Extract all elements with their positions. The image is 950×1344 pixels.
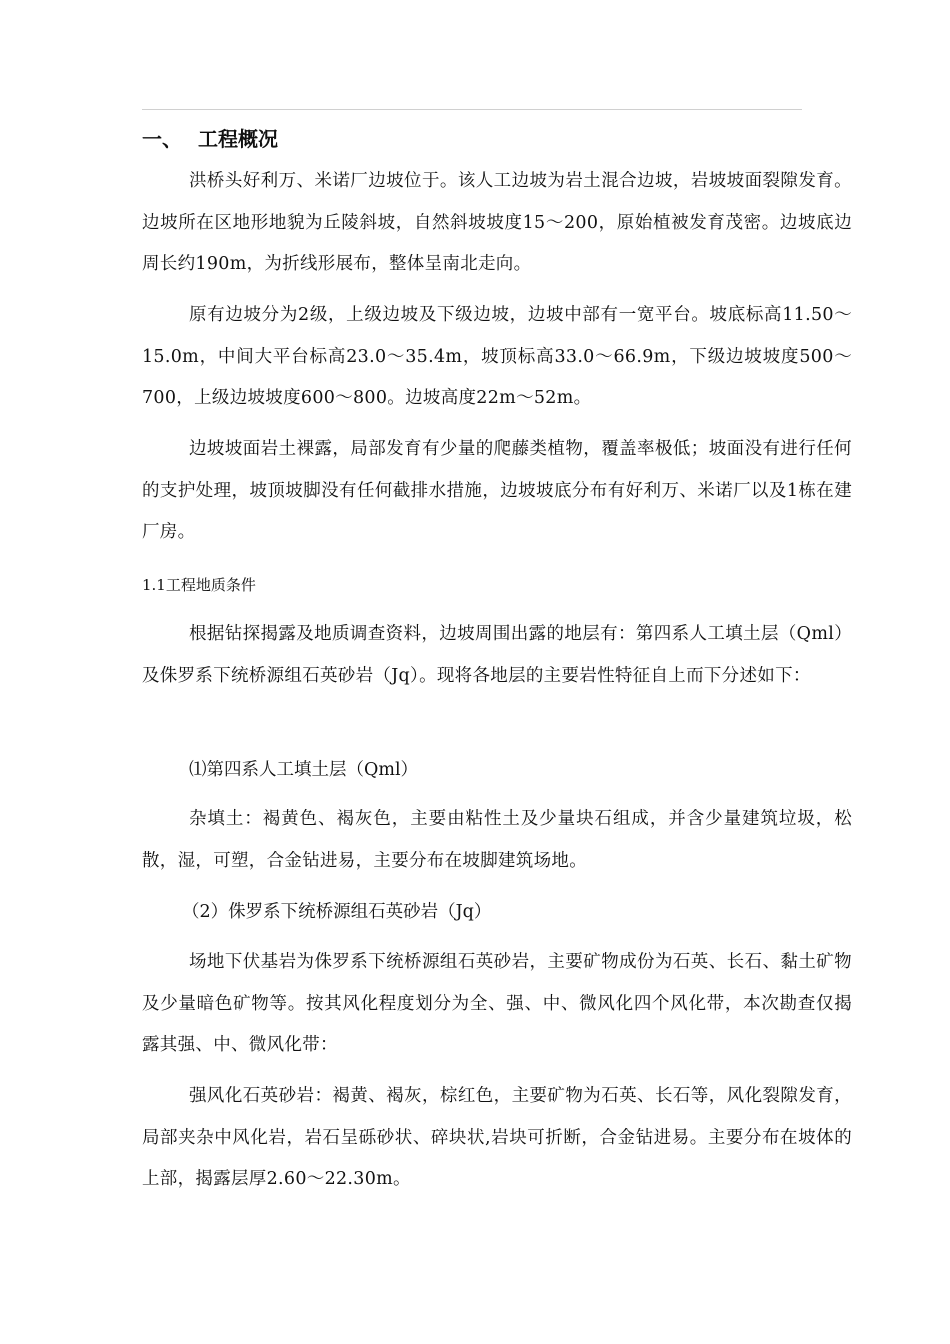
stratum-item-sandstone: （2）侏罗系下统桥源组石英砂岩（Jq） (182, 902, 492, 922)
section-heading (142, 124, 278, 154)
subsection-title: 1.1工程地质条件 (142, 576, 256, 594)
paragraph-strata-intro: 根据钻探揭露及地质调查资料，边坡周围出露的地层有：第四系人工填土层（Qml）及侏罗系下统桥源组石英砂岩（Jq）。现将各地层的主要岩性特征自上而下分述如下： (142, 624, 852, 686)
paragraph-slope-levels: 原有边坡分为2级，上级边坡及下级边坡，边坡中部有一宽平台。坡底标高11.50～15.0m，中间大平台标高23.0～35.4m，坡顶标高33.0～66.9m，下级边坡坡度500～700，上级边坡坡度600～800。边坡高度22m～52m。 (142, 305, 852, 408)
stratum-item-fill: ⑴第四系人工填土层（Qml） (189, 760, 419, 780)
paragraph-surface-condition: 边坡坡面岩土裸露，局部发育有少量的爬藤类植物，覆盖率极低；坡面没有进行任何的支护处理，坡顶坡脚没有任何截排水措施，边坡坡底分布有好利万、米诺厂以及1栋在建厂房。 (142, 439, 852, 542)
section-title: 工程概况 (198, 127, 278, 151)
paragraph-strong-weathered: 强风化石英砂岩：褐黄、褐灰，棕红色，主要矿物为石英、长石等，风化裂隙发育，局部夹杂中风化岩，岩石呈砾砂状、碎块状,岩块可折断，合金钻进易。主要分布在坡体的上部，揭露层厚2.60～22.30m。 (142, 1086, 852, 1189)
header-rule (142, 109, 802, 110)
paragraph-overview: 洪桥头好利万、米诺厂边坡位于。该人工边坡为岩土混合边坡，岩坡坡面裂隙发育。边坡所在区地形地貌为丘陵斜坡，自然斜坡坡度15～200，原始植被发育茂密。边坡底边周长约190m，为折线形展布，整体呈南北走向。 (142, 171, 852, 274)
paragraph-bedrock: 场地下伏基岩为侏罗系下统桥源组石英砂岩，主要矿物成份为石英、长石、黏土矿物及少量暗色矿物等。按其风化程度划分为全、强、中、微风化四个风化带，本次勘查仅揭露其强、中、微风化带： (142, 952, 852, 1055)
paragraph-miscellaneous-fill: 杂填土：褐黄色、褐灰色，主要由粘性土及少量块石组成，并含少量建筑垃圾，松散，湿，可塑，合金钻进易，主要分布在坡脚建筑场地。 (142, 809, 852, 871)
section-number: 一、 (142, 127, 182, 151)
